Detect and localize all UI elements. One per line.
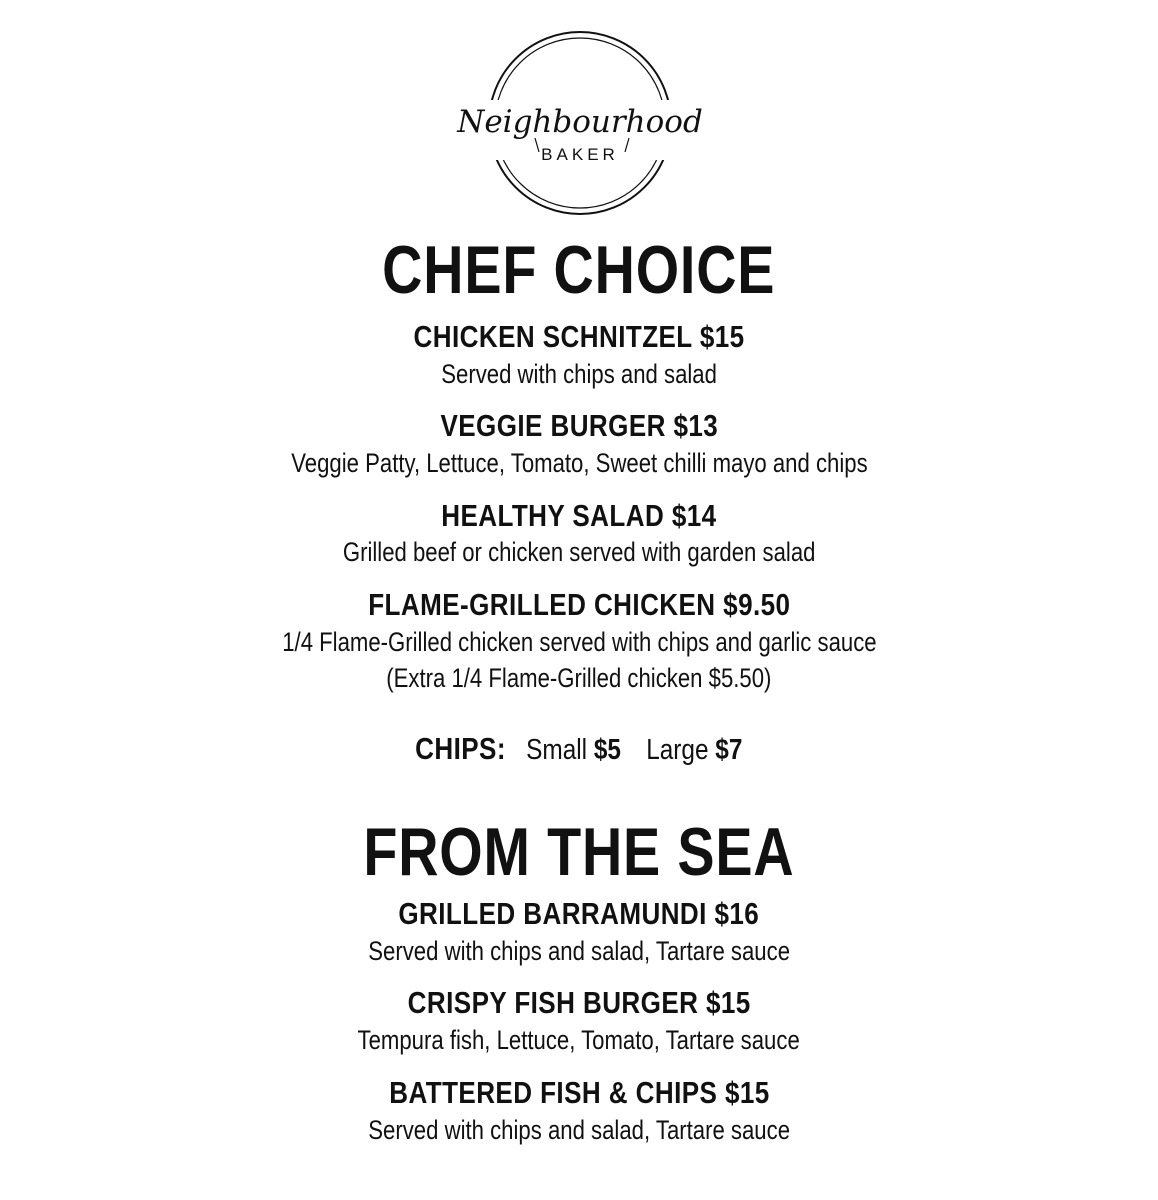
chips-price-row (0, 732, 1158, 767)
item-title-healthy-salad: HEALTHY SALAD $14 (441, 498, 717, 533)
section-title-from-the-sea: FROM THE SEA (363, 814, 795, 890)
chips-label: CHIPS: (415, 731, 507, 766)
item-title-chicken-schnitzel: CHICKEN SCHNITZEL $15 (413, 319, 745, 354)
item-title-flame-grilled-chicken: FLAME-GRILLED CHICKEN $9.50 (367, 587, 791, 622)
item-desc-chicken-schnitzel: Served with chips and salad (441, 359, 717, 389)
item-desc-battered-fish-chips: Served with chips and salad, Tartare sauce (368, 1115, 790, 1145)
chips-large-label: Large (646, 734, 709, 766)
logo-sub-text: BAKER (541, 145, 619, 164)
chips-large-price: $7 (715, 734, 743, 766)
item-desc-veggie-burger: Veggie Patty, Lettuce, Tomato, Sweet chilli mayo and chips (290, 448, 868, 478)
chips-small-label: Small (526, 734, 588, 766)
neighbourhood-baker-logo (457, 30, 703, 216)
logo-circle-icon (457, 30, 703, 216)
item-desc-healthy-salad: Grilled beef or chicken served with garden salad (342, 537, 816, 567)
item-title-battered-fish-chips: BATTERED FISH & CHIPS $15 (388, 1075, 770, 1110)
item-title-grilled-barramundi: GRILLED BARRAMUNDI $16 (398, 896, 760, 931)
item-desc-flame-grilled-chicken: 1/4 Flame-Grilled chicken served with chips and garlic sauce (281, 627, 877, 657)
item-desc-flame-grilled-chicken-extra: (Extra 1/4 Flame-Grilled chicken $5.50) (386, 663, 772, 693)
chips-small-price: $5 (594, 734, 622, 766)
logo-script-text: Neighbourhood (457, 104, 703, 140)
item-desc-crispy-fish-burger: Tempura fish, Lettuce, Tomato, Tartare sauce (357, 1025, 801, 1055)
item-desc-grilled-barramundi: Served with chips and salad, Tartare sauce (368, 936, 790, 966)
item-title-veggie-burger: VEGGIE BURGER $13 (440, 408, 718, 443)
section-title-chef-choice: CHEF CHOICE (382, 232, 776, 308)
item-title-crispy-fish-burger: CRISPY FISH BURGER $15 (407, 985, 751, 1020)
